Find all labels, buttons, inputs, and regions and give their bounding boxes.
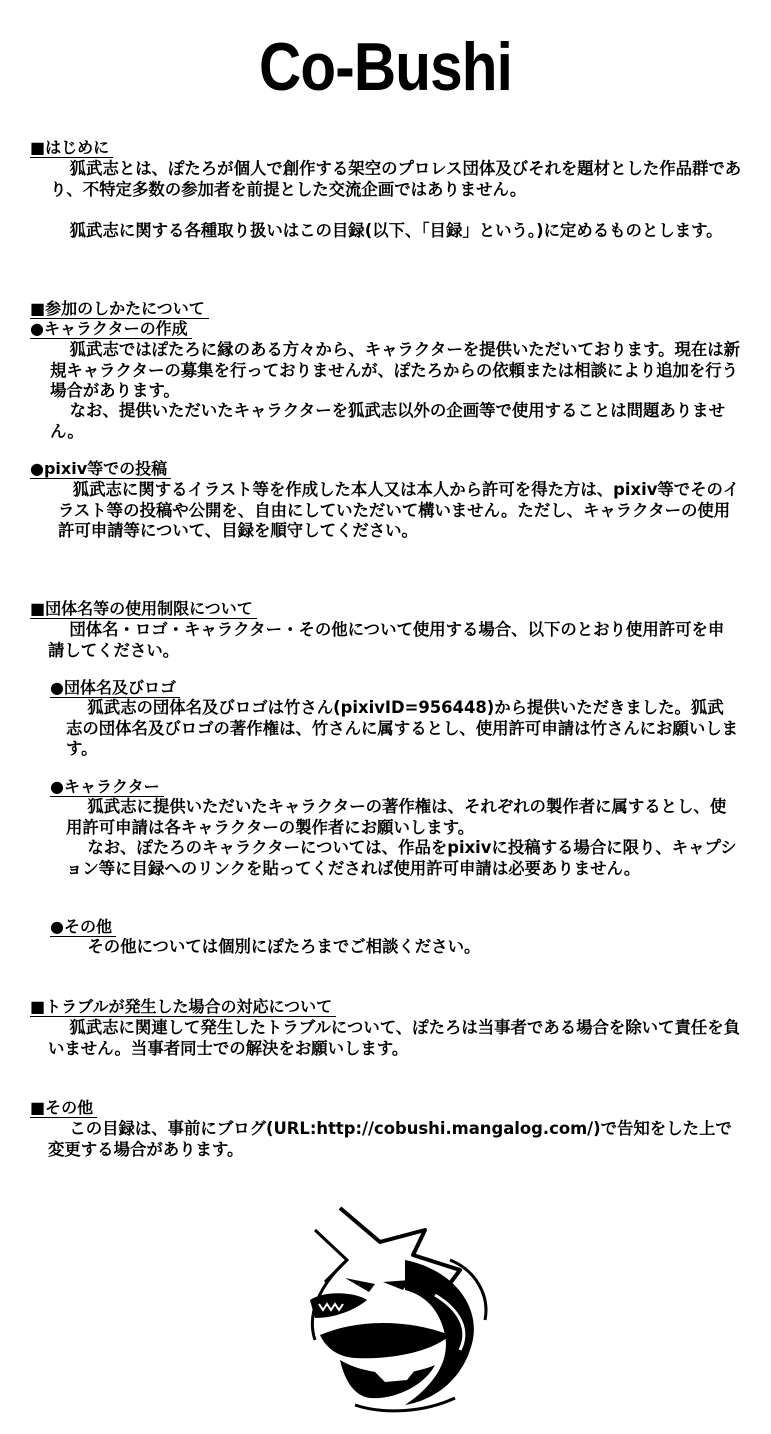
pixiv-posting-paragraph: 狐武志に関するイラスト等を作成した本人又は本人から許可を得た方は、pixiv等でそのイラスト等の投稿や公開を、自由にしていただいて構いません。ただし、キャラクターの使用許可申請等について、目録を順守してください。 <box>58 480 740 540</box>
subheading-name-and-logo: ●団体名及びロゴ <box>50 679 180 698</box>
name-and-logo-paragraph: 狐武志の団体名及びロゴは竹さん(pixivID=956448)から提供いただきました。狐武志の団体名及びロゴの著作権は、竹さんに属するとし、使用許可申請は竹さんにお願いします。 <box>66 698 739 758</box>
page-title: Co-Bushi <box>258 29 513 105</box>
section-heading-join: ■参加のしかたについて <box>30 300 209 319</box>
other-paragraph: この目録は、事前にブログ(URL:http://cobushi.mangalog.com/)で告知をした上で変更する場合があります。 <box>48 1119 732 1159</box>
section-heading-usage: ■団体名等の使用制限について <box>30 600 257 619</box>
subheading-other-usage: ●その他 <box>50 918 116 937</box>
section-heading-other: ■その他 <box>30 1099 97 1118</box>
intro-paragraph-2: 狐武志に関する各種取り扱いはこの目録(以下、「目録」という。)に定めるものとします。 <box>69 221 723 240</box>
character-creation-paragraph-1: 狐武志ではぽたろに縁のある方々から、キャラクターを提供いただいております。現在は新規キャラクターの募集を行っておりませんが、ぽたろからの依頼または相談により追加を行う場合があります。 <box>50 340 741 400</box>
trouble-paragraph: 狐武志に関連して発生したトラブルについて、ぽたろは当事者である場合を除いて責任を負いません。当事者同士での解決をお願いします。 <box>48 1018 741 1058</box>
section-heading-intro: ■はじめに <box>30 139 113 158</box>
subheading-pixiv-posting: ●pixiv等での投稿 <box>30 460 171 479</box>
character-usage-paragraph-1: 狐武志に提供いただいたキャラクターの著作権は、それぞれの製作者に属するとし、使用許可申請は各キャラクターの製作者にお願いします。 <box>66 797 727 837</box>
character-creation-paragraph-2: なお、提供いただいたキャラクターを狐武志以外の企画等で使用することは問題ありません。 <box>50 401 725 441</box>
usage-intro-paragraph: 団体名・ロゴ・キャラクター・その他について使用する場合、以下のとおり使用許可を申請してください。 <box>48 620 725 660</box>
intro-paragraph-1: 狐武志とは、ぽたろが個人で創作する架空のプロレス団体及びそれを題材とした作品群であり、不特定多数の参加者を前提とした交流企画ではありません。 <box>50 159 742 199</box>
section-heading-trouble: ■トラブルが発生した場合の対応について <box>30 998 336 1017</box>
fox-wrestler-mark-icon <box>285 1200 505 1420</box>
subheading-character-usage: ●キャラクター <box>50 778 164 797</box>
character-usage-paragraph-2: なお、ぽたろのキャラクターについては、作品をpixivに投稿する場合に限り、キャプション等に目録へのリンクを貼ってくだされば使用許可申請は必要ありません。 <box>66 838 737 878</box>
other-usage-paragraph: その他については個別にぽたろまでご相談ください。 <box>87 937 481 956</box>
subheading-character-creation: ●キャラクターの作成 <box>30 320 192 339</box>
